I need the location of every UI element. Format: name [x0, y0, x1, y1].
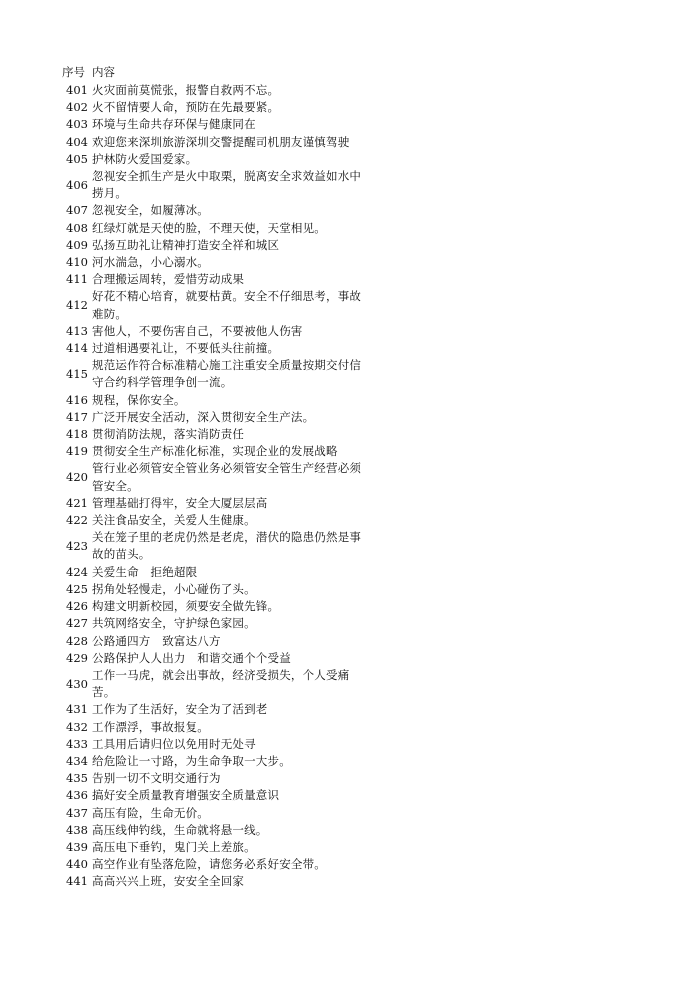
row-content: 拐角处轻慢走，小心碰伤了头。 — [92, 581, 256, 596]
row-number: 414 — [66, 341, 88, 356]
row-content: 高高兴兴上班，安安全全回家 — [92, 874, 245, 889]
row-number: 408 — [66, 220, 88, 235]
row-content: 护林防火爱国爱家。 — [92, 151, 198, 166]
row-number: 409 — [66, 237, 88, 252]
table-row — [62, 134, 362, 151]
table-row — [62, 443, 362, 460]
table-row — [62, 719, 362, 736]
table-row — [62, 340, 362, 357]
row-content: 合理搬运周转，爱惜劳动成果 — [92, 272, 245, 287]
table-row — [62, 736, 362, 753]
table-row — [62, 873, 362, 890]
row-number: 405 — [66, 151, 88, 166]
row-content: 高压有险，生命无价。 — [92, 805, 209, 820]
row-number: 403 — [66, 117, 88, 132]
row-content: 忽视安全抓生产是火中取栗，脱离安全求效益如水中捞月。 — [92, 169, 362, 201]
table-row — [62, 529, 362, 563]
row-number: 439 — [66, 839, 88, 854]
row-number: 437 — [66, 805, 88, 820]
table-row — [62, 409, 362, 426]
row-number: 425 — [66, 581, 88, 596]
row-number: 438 — [66, 822, 88, 837]
table-row — [62, 839, 362, 856]
table-row — [62, 822, 362, 839]
table-row — [62, 220, 362, 237]
row-content: 告别一切不文明交通行为 — [92, 771, 221, 786]
row-number: 436 — [66, 788, 88, 803]
row-content: 关注食品安全，关爱人生健康。 — [92, 513, 256, 528]
table-header — [62, 64, 362, 82]
table-row — [62, 753, 362, 770]
document-table — [62, 64, 362, 891]
row-content: 公路保护人人出力 和谐交通个个受益 — [92, 650, 291, 665]
header-no: 序号 — [62, 65, 85, 79]
row-content: 贯彻安全生产标准化标准，实现企业的发展战略 — [92, 444, 338, 459]
row-content: 广泛开展安全活动，深入贯彻安全生产法。 — [92, 409, 315, 424]
row-content: 好花不精心培育，就要枯黄。安全不仔细思考，事故难防。 — [92, 289, 362, 321]
row-content: 工作漂浮，事故报复。 — [92, 719, 209, 734]
row-number: 422 — [66, 513, 88, 528]
table-row — [62, 357, 362, 391]
row-number: 429 — [66, 650, 88, 665]
row-content: 搞好安全质量教育增强安全质量意识 — [92, 788, 280, 803]
row-number: 404 — [66, 134, 88, 149]
row-content: 欢迎您来深圳旅游深圳交警提醒司机朋友谨慎驾驶 — [92, 134, 350, 149]
row-number: 417 — [66, 409, 88, 424]
table-row — [62, 615, 362, 632]
row-number: 440 — [66, 857, 88, 872]
row-content: 过道相遇要礼让，不要低头往前撞。 — [92, 341, 280, 356]
row-content: 火灾面前莫慌张，报警自救两不忘。 — [92, 83, 280, 97]
table-row — [62, 856, 362, 873]
row-number: 435 — [66, 771, 88, 786]
row-number: 428 — [66, 633, 88, 648]
table-row — [62, 650, 362, 667]
row-number: 411 — [66, 272, 88, 287]
table-row — [62, 82, 362, 99]
row-number: 415 — [66, 366, 88, 381]
table-row — [62, 116, 362, 133]
table-body — [62, 82, 362, 891]
row-number: 423 — [66, 538, 88, 553]
table-row — [62, 254, 362, 271]
row-content: 高空作业有坠落危险，请您务必系好安全带。 — [92, 857, 326, 872]
table-row — [62, 271, 362, 288]
row-content: 规范运作符合标准精心施工注重安全质量按期交付信守合约科学管理争创一流。 — [92, 358, 362, 390]
row-number: 419 — [66, 444, 88, 459]
row-number: 412 — [66, 298, 88, 313]
row-number: 441 — [66, 874, 88, 889]
row-number: 406 — [66, 177, 88, 192]
row-content: 规程，保你安全。 — [92, 392, 186, 407]
row-number: 416 — [66, 392, 88, 407]
table-row — [62, 564, 362, 581]
row-content: 高压线伸钓线，生命就将悬一线。 — [92, 822, 268, 837]
table-row — [62, 701, 362, 718]
row-content: 工具用后请归位以免用时无处寻 — [92, 736, 256, 751]
table-row — [62, 151, 362, 168]
row-number: 424 — [66, 564, 88, 579]
row-number: 427 — [66, 616, 88, 631]
row-number: 430 — [66, 676, 88, 691]
row-content: 公路通四方 致富达八方 — [92, 633, 221, 648]
row-number: 432 — [66, 719, 88, 734]
row-content: 忽视安全，如履薄冰。 — [92, 203, 209, 218]
table-row — [62, 770, 362, 787]
row-number: 421 — [66, 495, 88, 510]
table-row — [62, 323, 362, 340]
table-row — [62, 598, 362, 615]
table-row — [62, 787, 362, 804]
row-content: 贯彻消防法规，落实消防责任 — [92, 427, 245, 442]
row-content: 河水湍急，小心溺水。 — [92, 255, 209, 270]
row-content: 管理基础打得牢，安全大厦层层高 — [92, 495, 268, 510]
table-row — [62, 168, 362, 202]
row-content: 管行业必须管安全管业务必须管安全管生产经营必须管安全。 — [92, 461, 362, 493]
row-number: 407 — [66, 203, 88, 218]
table-row — [62, 202, 362, 219]
row-content: 共筑网络安全，守护绿色家园。 — [92, 616, 256, 631]
row-content: 红绿灯就是天使的脸，不理天使，天堂相见。 — [92, 220, 326, 235]
row-content: 关爱生命 拒绝超限 — [92, 564, 198, 579]
table-row — [62, 495, 362, 512]
row-number: 433 — [66, 736, 88, 751]
row-number: 426 — [66, 599, 88, 614]
table-row — [62, 581, 362, 598]
row-number: 434 — [66, 753, 88, 768]
row-content: 弘扬互助礼让精神打造安全祥和城区 — [92, 237, 280, 252]
table-row — [62, 237, 362, 254]
row-content: 高压电下垂钓，鬼门关上差旅。 — [92, 839, 256, 854]
row-number: 413 — [66, 323, 88, 338]
row-content: 害他人，不要伤害自己，不要被他人伤害 — [92, 323, 303, 338]
row-number: 410 — [66, 255, 88, 270]
table-row — [62, 633, 362, 650]
table-row — [62, 426, 362, 443]
table-row — [62, 460, 362, 494]
table-row — [62, 392, 362, 409]
row-content: 环境与生命共存环保与健康同在 — [92, 117, 256, 132]
row-content: 给危险让一寸路，为生命争取一大步。 — [92, 753, 291, 768]
row-content: 工作为了生活好，安全为了活到老 — [92, 702, 268, 717]
table-row — [62, 667, 362, 701]
row-content: 火不留情要人命，预防在先最要紧。 — [92, 100, 280, 115]
row-number: 418 — [66, 427, 88, 442]
table-row — [62, 288, 362, 322]
row-number: 402 — [66, 100, 88, 115]
table-row — [62, 805, 362, 822]
row-number: 401 — [66, 83, 88, 97]
row-content: 工作一马虎，就会出事故，经济受损失，个人受痛苦。 — [92, 667, 350, 700]
row-number: 420 — [66, 470, 88, 485]
row-number: 431 — [66, 702, 88, 717]
table-row — [62, 99, 362, 116]
table-row — [62, 512, 362, 529]
row-content: 关在笼子里的老虎仍然是老虎，潜伏的隐患仍然是事故的苗头。 — [92, 530, 362, 562]
header-content: 内容 — [92, 65, 115, 79]
row-content: 构建文明新校园，须要安全做先锋。 — [92, 599, 280, 614]
